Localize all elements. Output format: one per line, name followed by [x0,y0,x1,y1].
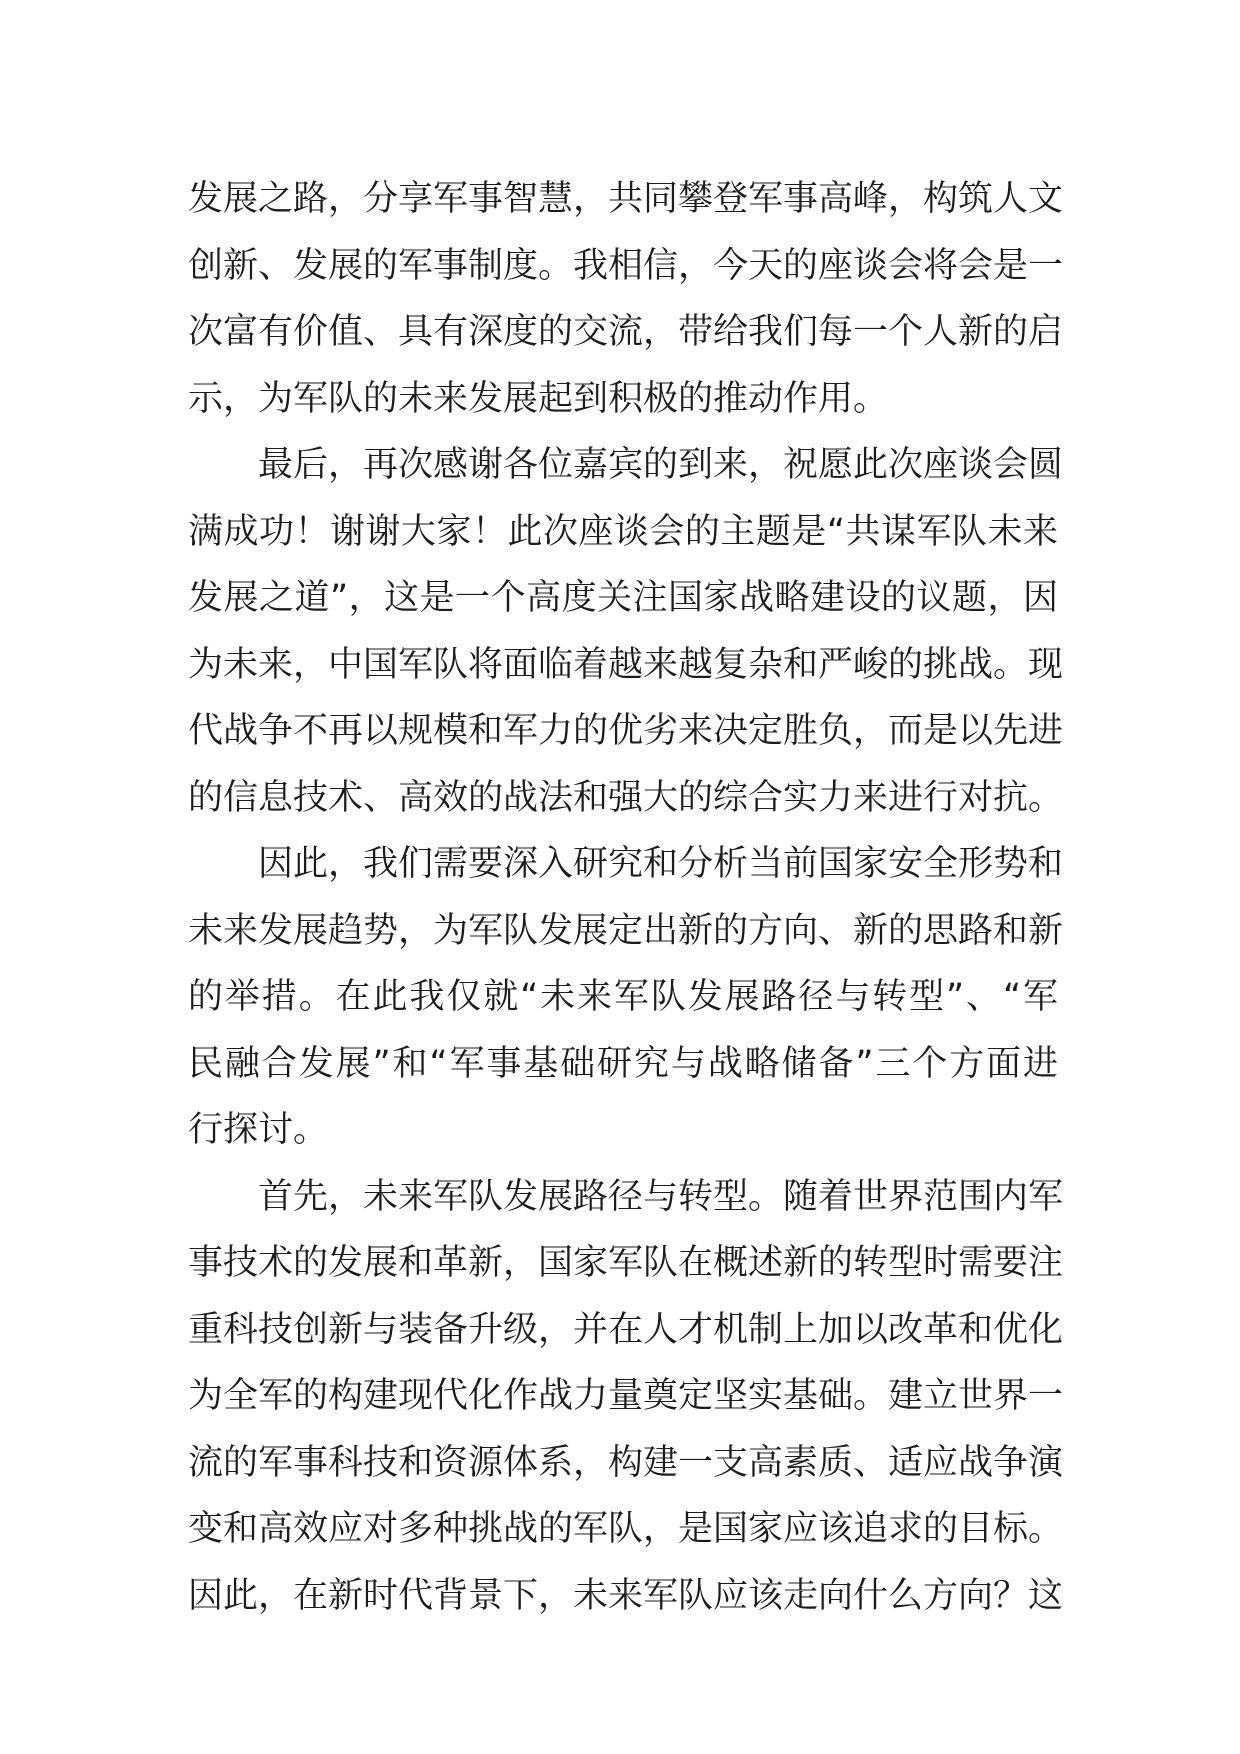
text-line: 事技术的发展和革新，国家军队在概述新的转型时需要注 [188,1243,1064,1283]
text-line: 的信息技术、高效的战法和强大的综合实力来进行对抗。 [188,777,1064,818]
text-line: 创新、发展的军事制度。我相信，今天的座谈会将会是一 [188,245,1064,286]
paragraph-first-line: 首先，未来军队发展路径与转型。随着世界范围内军 [258,1176,1064,1217]
text-line: 发展之路，分享军事智慧，共同攀登军事高峰，构筑人文 [188,179,1064,219]
text-line: 次富有价值、具有深度的交流，带给我们每一个人新的启 [188,312,1064,352]
text-line: 流的军事科技和资源体系，构建一支高素质、适应战争演 [188,1442,1064,1483]
paragraph-first-line: 因此，我们需要深入研究和分析当前国家安全形势和 [258,844,1064,884]
text-line: 代战争不再以规模和军力的优劣来决定胜负，而是以先进 [188,711,1064,751]
text-line: 未来发展趋势，为军队发展定出新的方向、新的思路和新 [188,910,1064,951]
text-line: 的举措。在此我仅就“未来军队发展路径与转型”、“军 [188,977,1058,1017]
text-line: 行探讨。 [188,1110,329,1150]
paragraph-first-line: 最后，再次感谢各位嘉宾的到来，祝愿此次座谈会圆 [258,445,1064,485]
text-line: 因此，在新时代背景下，未来军队应该走向什么方向？这 [188,1575,1064,1616]
text-line: 为全军的构建现代化作战力量奠定坚实基础。建立世界一 [188,1376,1064,1416]
document-body [188,166,1064,1629]
text-line: 示，为军队的未来发展起到积极的推动作用。 [188,378,889,419]
text-line: 变和高效应对多种挑战的军队，是国家应该追求的目标。 [188,1509,1064,1549]
text-line: 为未来，中国军队将面临着越来越复杂和严峻的挑战。现 [188,644,1064,685]
text-line: 发展之道”，这是一个高度关注国家战略建设的议题，因 [188,578,1058,618]
text-line: 重科技创新与装备升级，并在人才机制上加以改革和优化 [188,1309,1064,1350]
text-line: 满成功！谢谢大家！此次座谈会的主题是“共谋军队未来 [188,511,1058,552]
text-line: 民融合发展”和“军事基础研究与战略储备”三个方面进 [188,1043,1058,1084]
